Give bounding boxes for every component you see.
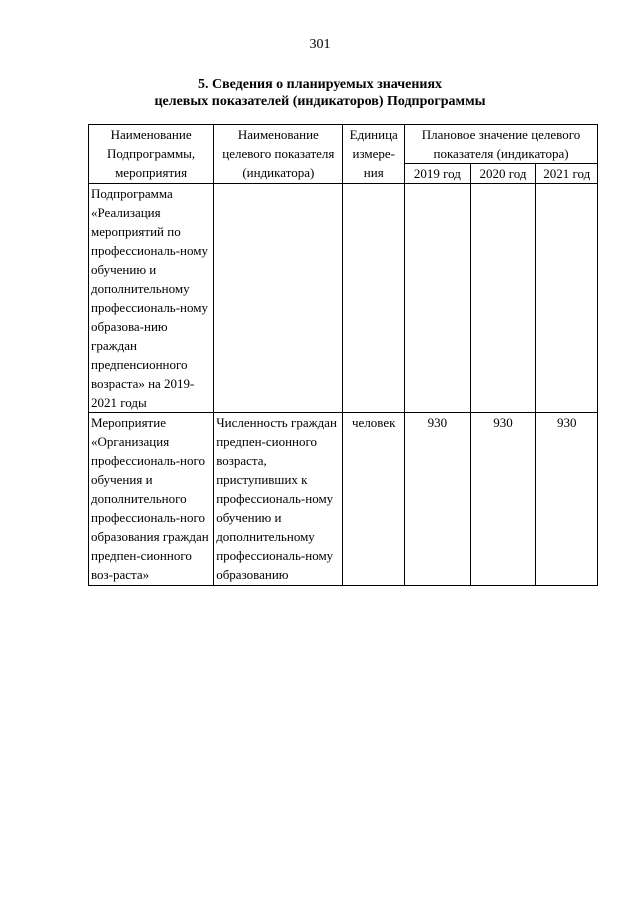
row-value-2019 (405, 184, 471, 413)
row-name: Подпрограмма «Реализация мероприятий по профессиональ-ному обучению и дополнительному профессиональ-ному образова-нию граждан предпенсионного возраста» на 2019-2021 годы (89, 184, 214, 413)
row-unit (343, 184, 405, 413)
title-line-1: 5. Сведения о планируемых значениях (197, 77, 443, 92)
header-name: Наименование Подпрограммы, мероприятия (89, 125, 214, 184)
section-title (0, 76, 640, 110)
row-value-2020: 930 (470, 413, 536, 586)
header-year-2019: 2019 год (405, 164, 471, 184)
header-year-2021: 2021 год (536, 164, 598, 184)
row-value-2021 (536, 184, 598, 413)
header-indicator: Наименование целевого показателя (индикатора) (214, 125, 343, 184)
table-row (89, 184, 598, 413)
page-number: 301 (309, 37, 331, 52)
header-year-2020: 2020 год (470, 164, 536, 184)
row-indicator (214, 184, 343, 413)
row-value-2019: 930 (405, 413, 471, 586)
table-header-row (89, 125, 598, 164)
table-row (89, 413, 598, 586)
header-planned: Плановое значение целевого показателя (индикатора) (405, 125, 598, 164)
row-value-2020 (470, 184, 536, 413)
row-unit: человек (343, 413, 405, 586)
title-line-2: целевых показателей (индикаторов) Подпрограммы (154, 94, 486, 109)
indicators-table (88, 124, 598, 586)
row-indicator: Численность граждан предпен-сионного возраста, приступивших к профессиональ-ному обучению и дополнительному профессиональ-ному образованию (214, 413, 343, 586)
row-name: Мероприятие «Организация профессиональ-ного обучения и дополнительного профессиональ-ного образования граждан предпен-сионного воз-раста» (89, 413, 214, 586)
header-unit: Единица измере-ния (343, 125, 405, 184)
row-value-2021: 930 (536, 413, 598, 586)
